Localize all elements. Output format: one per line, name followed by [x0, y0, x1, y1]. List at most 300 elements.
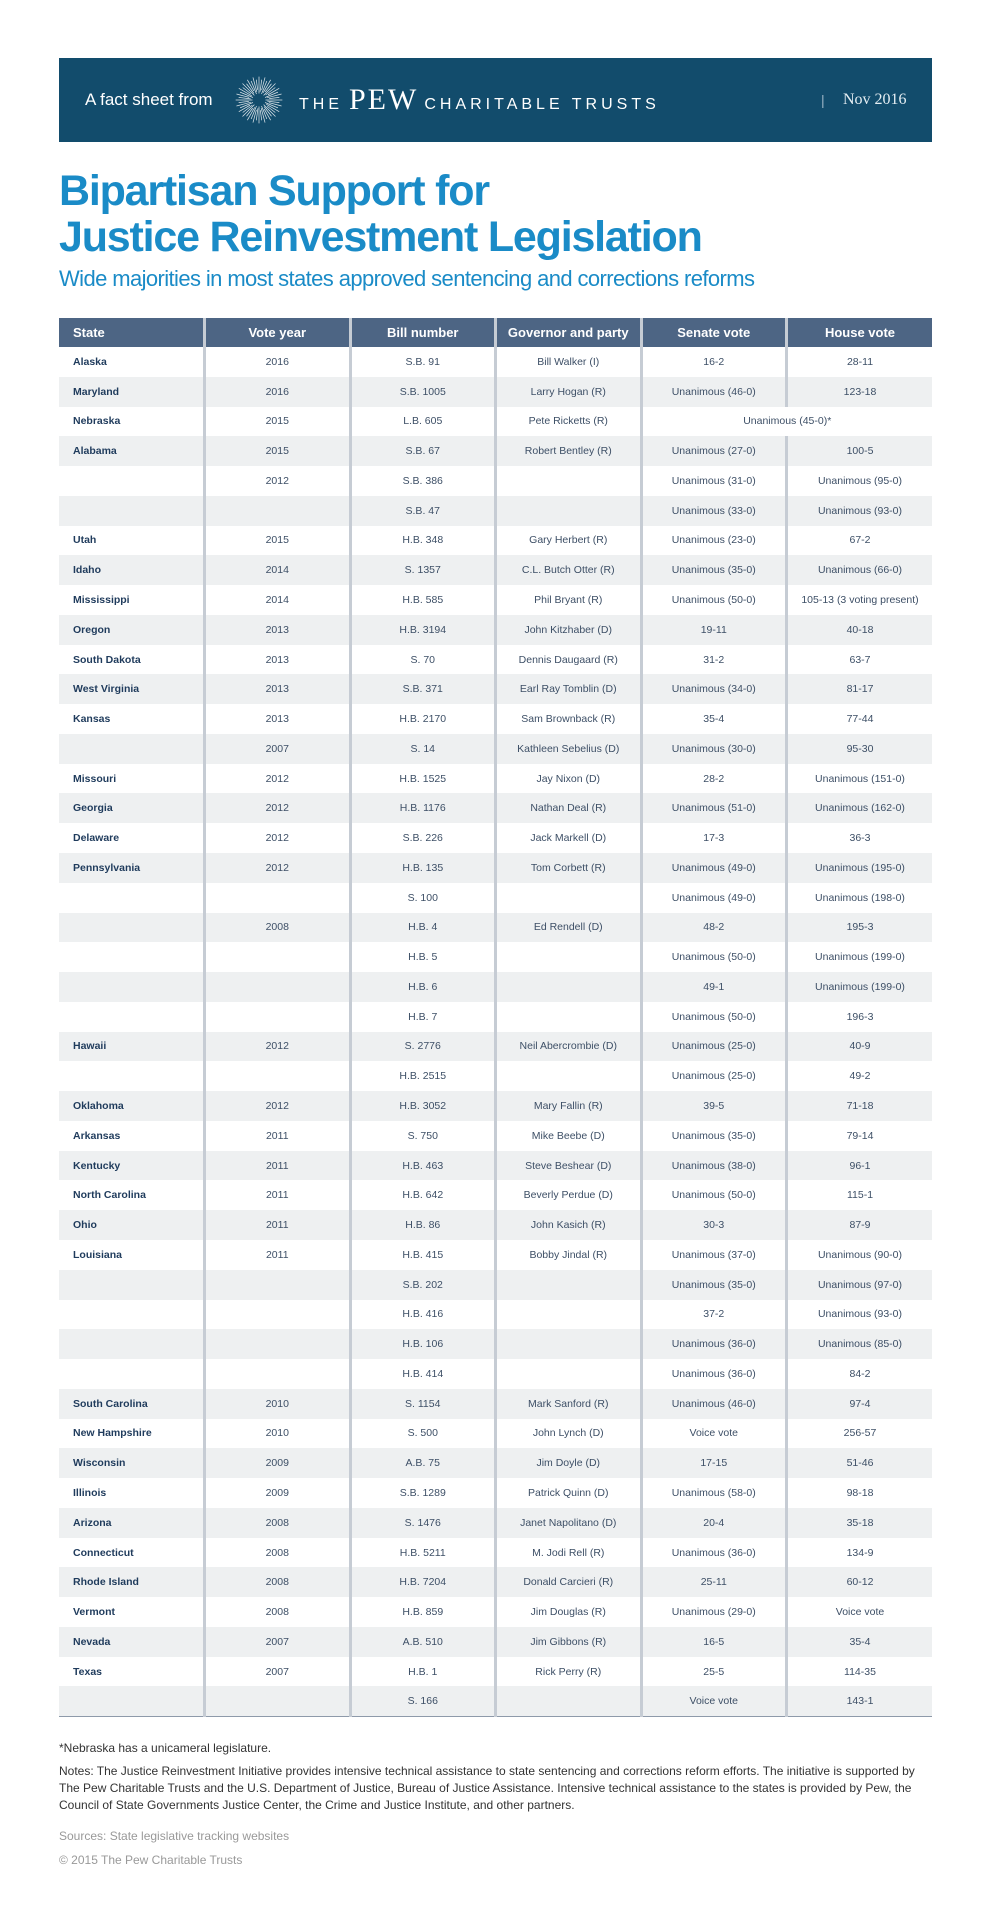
- table-cell: Pennsylvania: [59, 853, 205, 883]
- table-cell: Unanimous (58-0): [641, 1478, 787, 1508]
- table-cell: Kathleen Sebelius (D): [496, 734, 642, 764]
- table-cell: Utah: [59, 526, 205, 556]
- table-cell: S. 2776: [350, 1032, 496, 1062]
- table-cell: H.B. 348: [350, 526, 496, 556]
- table-cell: 2010: [205, 1389, 351, 1419]
- table-cell: Neil Abercrombie (D): [496, 1032, 642, 1062]
- table-cell: 2007: [205, 1657, 351, 1687]
- table-cell: 2007: [205, 1627, 351, 1657]
- table-cell: S.B. 371: [350, 674, 496, 704]
- table-cell: Unanimous (49-0): [641, 853, 787, 883]
- table-cell: 123-18: [787, 377, 933, 407]
- table-cell: 2015: [205, 407, 351, 437]
- table-row: [59, 1567, 932, 1597]
- table-cell: H.B. 106: [350, 1329, 496, 1359]
- table-cell: H.B. 7204: [350, 1567, 496, 1597]
- table-cell: Unanimous (199-0): [815, 951, 905, 964]
- table-cell: Unanimous (27-0): [641, 436, 787, 466]
- table-cell: H.B. 642: [350, 1180, 496, 1210]
- table-cell: Illinois: [59, 1478, 205, 1508]
- table-cell: 48-2: [641, 913, 787, 943]
- table-cell: Donald Carcieri (R): [496, 1567, 642, 1597]
- table-cell: New Hampshire: [59, 1419, 205, 1449]
- table-cell: Alabama: [59, 436, 205, 466]
- table-row: [59, 1032, 932, 1062]
- table-cell: Unanimous (93-0): [787, 496, 933, 526]
- table-cell: H.B. 5211: [350, 1538, 496, 1568]
- table-cell: 2011: [205, 1180, 351, 1210]
- table-cell: H.B. 415: [350, 1240, 496, 1270]
- table-cell: S. 1476: [350, 1508, 496, 1538]
- table-cell: [59, 496, 205, 526]
- table-cell: North Carolina: [59, 1180, 205, 1210]
- table-cell: [496, 1686, 642, 1716]
- table-cell: [59, 1686, 205, 1716]
- table-cell: Unanimous (90-0): [817, 1248, 903, 1261]
- table-row: [59, 496, 932, 526]
- table-cell: H.B. 463: [350, 1151, 496, 1181]
- column-header: Governor and party: [496, 318, 642, 347]
- table-cell: Idaho: [59, 555, 205, 585]
- table-cell: L.B. 605: [350, 407, 496, 437]
- table-cell: H.B. 7: [350, 1002, 496, 1032]
- table-cell: Unanimous (25-0): [641, 1061, 787, 1091]
- table-cell: [59, 466, 205, 496]
- table-row: [59, 1359, 932, 1389]
- table-header-row: [59, 318, 932, 347]
- table-cell: S. 70: [350, 645, 496, 675]
- table-cell: 2010: [205, 1419, 351, 1449]
- publication-date: Nov 2016: [843, 91, 907, 108]
- table-cell: 196-3: [846, 1010, 874, 1023]
- table-cell: Jim Doyle (D): [496, 1448, 642, 1478]
- table-cell: [59, 913, 205, 943]
- table-cell: 105-13 (3 voting present): [801, 594, 919, 606]
- table-cell: Voice vote: [835, 1606, 885, 1619]
- table-row: [59, 1210, 932, 1240]
- table-cell: Unanimous (46-0): [641, 377, 787, 407]
- table-cell: West Virginia: [59, 674, 205, 704]
- table-cell: John Kasich (R): [496, 1210, 642, 1240]
- table-cell: 114-35: [844, 1665, 876, 1678]
- org-rest: CHARITABLE TRUSTS: [424, 96, 660, 113]
- table-cell: Mary Fallin (R): [496, 1091, 642, 1121]
- table-row: [59, 1419, 932, 1449]
- table-cell: S. 1357: [350, 555, 496, 585]
- table-cell: [205, 1686, 351, 1716]
- table-cell: 25-11: [641, 1567, 787, 1597]
- table-cell: 2009: [205, 1448, 351, 1478]
- table-cell: S. 14: [350, 734, 496, 764]
- org-the: THE: [299, 96, 343, 113]
- table-cell: 2007: [205, 734, 351, 764]
- table-cell: 2013: [205, 615, 351, 645]
- table-cell: Robert Bentley (R): [496, 436, 642, 466]
- table-row: [59, 1061, 932, 1091]
- table-cell: Missouri: [59, 764, 205, 794]
- table-cell: Bill Walker (I): [496, 347, 642, 377]
- table-row: [59, 555, 932, 585]
- table-cell: 2008: [205, 1567, 351, 1597]
- table-cell: John Kitzhaber (D): [496, 615, 642, 645]
- legislation-table: [59, 318, 932, 1717]
- table-cell: [59, 1270, 205, 1300]
- table-row: [59, 1389, 932, 1419]
- table-row: [59, 674, 932, 704]
- table-cell: 77-44: [846, 713, 874, 726]
- table-cell: H.B. 416: [350, 1300, 496, 1330]
- table-cell: S.B. 47: [350, 496, 496, 526]
- table-cell: H.B. 585: [350, 585, 496, 615]
- table-cell: [205, 1061, 351, 1091]
- column-header: Vote year: [205, 318, 351, 347]
- table-cell: H.B. 135: [350, 853, 496, 883]
- table-cell: Unanimous (49-0): [641, 883, 787, 913]
- page-title: [59, 168, 702, 260]
- table-cell: [205, 1329, 351, 1359]
- table-row: [59, 645, 932, 675]
- table-cell: 2008: [205, 1538, 351, 1568]
- table-cell: 40-18: [787, 615, 933, 645]
- table-cell: [205, 1002, 351, 1032]
- table-cell: 39-5: [641, 1091, 787, 1121]
- table-cell: Mark Sanford (R): [496, 1389, 642, 1419]
- table-cell: 2011: [205, 1240, 351, 1270]
- table-row: [59, 585, 932, 615]
- table-cell: H.B. 2515: [350, 1061, 496, 1091]
- table-cell: 17-3: [641, 823, 787, 853]
- table-cell: Janet Napolitano (D): [496, 1508, 642, 1538]
- table-cell: 96-1: [787, 1151, 933, 1181]
- table-cell: H.B. 4: [350, 913, 496, 943]
- table-cell: H.B. 859: [350, 1597, 496, 1627]
- table-row: [59, 1329, 932, 1359]
- table-cell: 97-4: [787, 1389, 933, 1419]
- table-cell: 49-2: [849, 1070, 871, 1083]
- table-row: [59, 764, 932, 794]
- table-cell: M. Jodi Rell (R): [496, 1538, 642, 1568]
- table-row: [59, 1002, 932, 1032]
- table-cell: Sam Brownback (R): [496, 704, 642, 734]
- table-cell: Unanimous (93-0): [817, 1308, 903, 1321]
- column-header: Senate vote: [641, 318, 787, 347]
- table-cell: 60-12: [787, 1567, 933, 1597]
- table-cell: 2012: [205, 1091, 351, 1121]
- table-cell: 115-1: [846, 1189, 874, 1202]
- table-cell: [496, 1002, 642, 1032]
- table-cell: [496, 883, 642, 913]
- table-cell: 28-11: [846, 355, 874, 368]
- page-subtitle: Wide majorities in most states approved sentencing and corrections reforms: [59, 266, 755, 291]
- table-row: [59, 407, 932, 437]
- table-cell: 35-18: [787, 1508, 933, 1538]
- table-cell: Unanimous (50-0): [641, 585, 787, 615]
- table-cell: [59, 972, 205, 1002]
- table-cell: 40-9: [787, 1032, 933, 1062]
- table-cell: [496, 496, 642, 526]
- table-cell: Unanimous (50-0): [641, 942, 787, 972]
- table-cell: Mississippi: [59, 585, 205, 615]
- table-row: [59, 1240, 932, 1270]
- table-row: [59, 1448, 932, 1478]
- table-cell: [496, 942, 642, 972]
- table-cell: 51-46: [787, 1448, 933, 1478]
- table-cell: S. 100: [350, 883, 496, 913]
- table-cell: 16-5: [641, 1627, 787, 1657]
- table-cell: Jack Markell (D): [496, 823, 642, 853]
- table-cell: 2008: [205, 913, 351, 943]
- table-cell: Mike Beebe (D): [496, 1121, 642, 1151]
- table-cell: Oregon: [59, 615, 205, 645]
- table-cell: S. 750: [350, 1121, 496, 1151]
- header-banner: [59, 58, 932, 142]
- table-row: [59, 526, 932, 556]
- table-row: [59, 1121, 932, 1151]
- table-cell: Delaware: [59, 823, 205, 853]
- table-cell: C.L. Butch Otter (R): [496, 555, 642, 585]
- table-cell: Nebraska: [59, 407, 205, 437]
- table-cell: 195-3: [787, 913, 933, 943]
- table-cell: 100-5: [787, 436, 933, 466]
- table-cell: H.B. 5: [350, 942, 496, 972]
- table-cell: Unanimous (35-0): [641, 1270, 787, 1300]
- table-row: [59, 853, 932, 883]
- table-cell: Unanimous (30-0): [641, 734, 787, 764]
- table-cell: S. 1154: [350, 1389, 496, 1419]
- table-cell: S.B. 1005: [350, 377, 496, 407]
- table-cell: S.B. 226: [350, 823, 496, 853]
- table-row: [59, 1538, 932, 1568]
- table-cell: H.B. 2170: [350, 704, 496, 734]
- table-cell: Jim Douglas (R): [496, 1597, 642, 1627]
- header-separator: |: [821, 92, 825, 108]
- notes: Notes: The Justice Reinvestment Initiative provides intensive technical assistance to state sentencing and corrections reform efforts. The initiative is supported by The Pew Charitable Trusts and the U.S. Department of Justice, Bureau of Justice Assistance. Intensive technical assistance to the states is provided by Pew, the Council of State Governments Justice Center, the Crime and Justice Institute, and other partners.: [59, 1764, 915, 1812]
- fact-sheet-label: A fact sheet from: [85, 90, 213, 109]
- table-cell: 2014: [205, 585, 351, 615]
- table-cell: Arizona: [59, 1508, 205, 1538]
- table-cell: 2016: [205, 347, 351, 377]
- table-cell: 2012: [205, 823, 351, 853]
- table-cell: 256-57: [843, 1427, 877, 1440]
- table-cell: Unanimous (66-0): [787, 555, 933, 585]
- column-header: Bill number: [350, 318, 496, 347]
- table-cell: 98-18: [846, 1486, 874, 1499]
- table-cell: Unanimous (33-0): [641, 496, 787, 526]
- title-line-2: Justice Reinvestment Legislation: [59, 213, 702, 261]
- table-cell: H.B. 3194: [350, 615, 496, 645]
- table-cell: [205, 1359, 351, 1389]
- copyright: © 2015 The Pew Charitable Trusts: [59, 1853, 243, 1867]
- table-row: [59, 1597, 932, 1627]
- table-cell: S.B. 202: [350, 1270, 496, 1300]
- table-cell: [496, 972, 642, 1002]
- table-cell: Pete Ricketts (R): [496, 407, 642, 437]
- table-cell: 37-2: [641, 1300, 787, 1330]
- table-cell: 2011: [205, 1121, 351, 1151]
- pew-sunburst-logo-icon: [231, 72, 287, 128]
- table-cell: 2015: [205, 436, 351, 466]
- table-row: [59, 347, 932, 377]
- table-cell: 81-17: [787, 674, 933, 704]
- table-cell: [59, 883, 205, 913]
- table-cell: Unanimous (25-0): [641, 1032, 787, 1062]
- table-cell: Unanimous (50-0): [641, 1180, 787, 1210]
- table-cell: [205, 942, 351, 972]
- table-cell: Kansas: [59, 704, 205, 734]
- table-row: [59, 734, 932, 764]
- column-header: House vote: [787, 318, 933, 347]
- table-cell: [496, 466, 642, 496]
- table-cell: 67-2: [849, 534, 871, 547]
- table-cell: 35-4: [641, 704, 787, 734]
- table-cell: 25-5: [641, 1657, 787, 1687]
- table-cell: 134-9: [846, 1546, 874, 1559]
- table-cell: Unanimous (38-0): [641, 1151, 787, 1181]
- table-cell: Vermont: [59, 1597, 205, 1627]
- table-cell: Arkansas: [59, 1121, 205, 1151]
- table-cell: Unanimous (50-0): [641, 1002, 787, 1032]
- table-cell: Unanimous (151-0): [815, 772, 905, 785]
- table-row: [59, 1686, 932, 1716]
- table-cell: Dennis Daugaard (R): [496, 645, 642, 675]
- table-cell: 2013: [205, 704, 351, 734]
- table-cell: [59, 1002, 205, 1032]
- table-cell: 2016: [205, 377, 351, 407]
- table-cell: Rhode Island: [59, 1567, 205, 1597]
- table-row: [59, 1270, 932, 1300]
- table-cell: Unanimous (29-0): [641, 1597, 787, 1627]
- table-cell: [59, 1300, 205, 1330]
- table-cell: 2012: [205, 1032, 351, 1062]
- table-cell: 63-7: [849, 653, 871, 666]
- table-cell: 84-2: [849, 1367, 871, 1380]
- table-row: [59, 466, 932, 496]
- table-cell: Unanimous (35-0): [641, 555, 787, 585]
- footnote: *Nebraska has a unicameral legislature.: [59, 1741, 272, 1755]
- table-cell: Unanimous (35-0): [641, 1121, 787, 1151]
- table-cell: Voice vote: [641, 1419, 787, 1449]
- table-cell: H.B. 414: [350, 1359, 496, 1389]
- table-cell: Jim Gibbons (R): [496, 1627, 642, 1657]
- table-row: [59, 1657, 932, 1687]
- table-cell: [59, 734, 205, 764]
- table-cell: Larry Hogan (R): [496, 377, 642, 407]
- table-cell: Texas: [59, 1657, 205, 1687]
- org-name: [299, 58, 660, 142]
- table-cell: Steve Beshear (D): [496, 1151, 642, 1181]
- table-cell: 2011: [205, 1210, 351, 1240]
- title-line-1: Bipartisan Support for: [59, 167, 489, 215]
- table-cell: [59, 942, 205, 972]
- table-cell: Unanimous (23-0): [641, 526, 787, 556]
- table-cell: 2013: [205, 674, 351, 704]
- table-cell: H.B. 1176: [350, 793, 496, 823]
- table-cell: [205, 496, 351, 526]
- table-cell: 19-11: [641, 615, 787, 645]
- table-cell: Unanimous (162-0): [787, 793, 933, 823]
- table-cell: Unanimous (95-0): [817, 474, 903, 487]
- table-cell: [496, 1061, 642, 1091]
- table-row: [59, 1091, 932, 1121]
- table-row: [59, 615, 932, 645]
- table-cell: Unanimous (195-0): [787, 853, 933, 883]
- table-cell: Connecticut: [59, 1538, 205, 1568]
- table-row: [59, 1508, 932, 1538]
- table-cell: 79-14: [846, 1129, 874, 1142]
- table-cell: 143-1: [787, 1686, 933, 1716]
- table-cell: 2012: [205, 764, 351, 794]
- table-cell: 17-15: [641, 1448, 787, 1478]
- org-pew: PEW: [349, 83, 419, 116]
- table-row: [59, 436, 932, 466]
- table-cell: Gary Herbert (R): [496, 526, 642, 556]
- table-cell: [205, 1270, 351, 1300]
- table-cell: A.B. 510: [350, 1627, 496, 1657]
- table-row: [59, 377, 932, 407]
- table-cell: 2012: [205, 793, 351, 823]
- table-cell: Georgia: [59, 793, 205, 823]
- sources: Sources: State legislative tracking websites: [59, 1829, 290, 1843]
- table-cell: [496, 1329, 642, 1359]
- table-row: [59, 1151, 932, 1181]
- table-cell: [59, 1359, 205, 1389]
- table-row: [59, 913, 932, 943]
- table-cell: [496, 1300, 642, 1330]
- table-cell: 2013: [205, 645, 351, 675]
- table-cell: 2014: [205, 555, 351, 585]
- table-cell: South Dakota: [59, 645, 205, 675]
- table-cell: 2015: [205, 526, 351, 556]
- table-cell: Unanimous (51-0): [641, 793, 787, 823]
- table-cell: S. 500: [350, 1419, 496, 1449]
- table-row: [59, 883, 932, 913]
- table-cell: Nevada: [59, 1627, 205, 1657]
- table-cell: H.B. 6: [350, 972, 496, 1002]
- table-cell: S.B. 67: [350, 436, 496, 466]
- table-cell: Patrick Quinn (D): [496, 1478, 642, 1508]
- table-cell: 2008: [205, 1508, 351, 1538]
- table-cell: 35-4: [787, 1627, 933, 1657]
- table-cell: Unanimous (36-0): [641, 1538, 787, 1568]
- table-cell: H.B. 1525: [350, 764, 496, 794]
- table-cell: 87-9: [787, 1210, 933, 1240]
- table-row: [59, 1627, 932, 1657]
- table-cell: Unanimous (45-0)*: [743, 415, 832, 428]
- table-cell: John Lynch (D): [496, 1419, 642, 1449]
- table-cell: Earl Ray Tomblin (D): [496, 674, 642, 704]
- table-cell: S. 166: [350, 1686, 496, 1716]
- table-row: [59, 972, 932, 1002]
- table-cell: 20-4: [641, 1508, 787, 1538]
- table-cell: [205, 883, 351, 913]
- table-cell: 2011: [205, 1151, 351, 1181]
- table-cell: Unanimous (37-0): [641, 1240, 787, 1270]
- table-cell: Unanimous (85-0): [787, 1329, 933, 1359]
- table-cell: South Carolina: [59, 1389, 205, 1419]
- table-cell: Unanimous (36-0): [641, 1329, 787, 1359]
- table-cell: Unanimous (34-0): [641, 674, 787, 704]
- table-cell: Beverly Perdue (D): [496, 1180, 642, 1210]
- table-cell: Ed Rendell (D): [496, 913, 642, 943]
- table-cell: [59, 1061, 205, 1091]
- table-cell: 2012: [205, 466, 351, 496]
- table-cell: [496, 1270, 642, 1300]
- table-row: [59, 793, 932, 823]
- table-cell: Unanimous (199-0): [787, 972, 933, 1002]
- table-cell: [205, 972, 351, 1002]
- table-row: [59, 1300, 932, 1330]
- table-cell: 2012: [205, 853, 351, 883]
